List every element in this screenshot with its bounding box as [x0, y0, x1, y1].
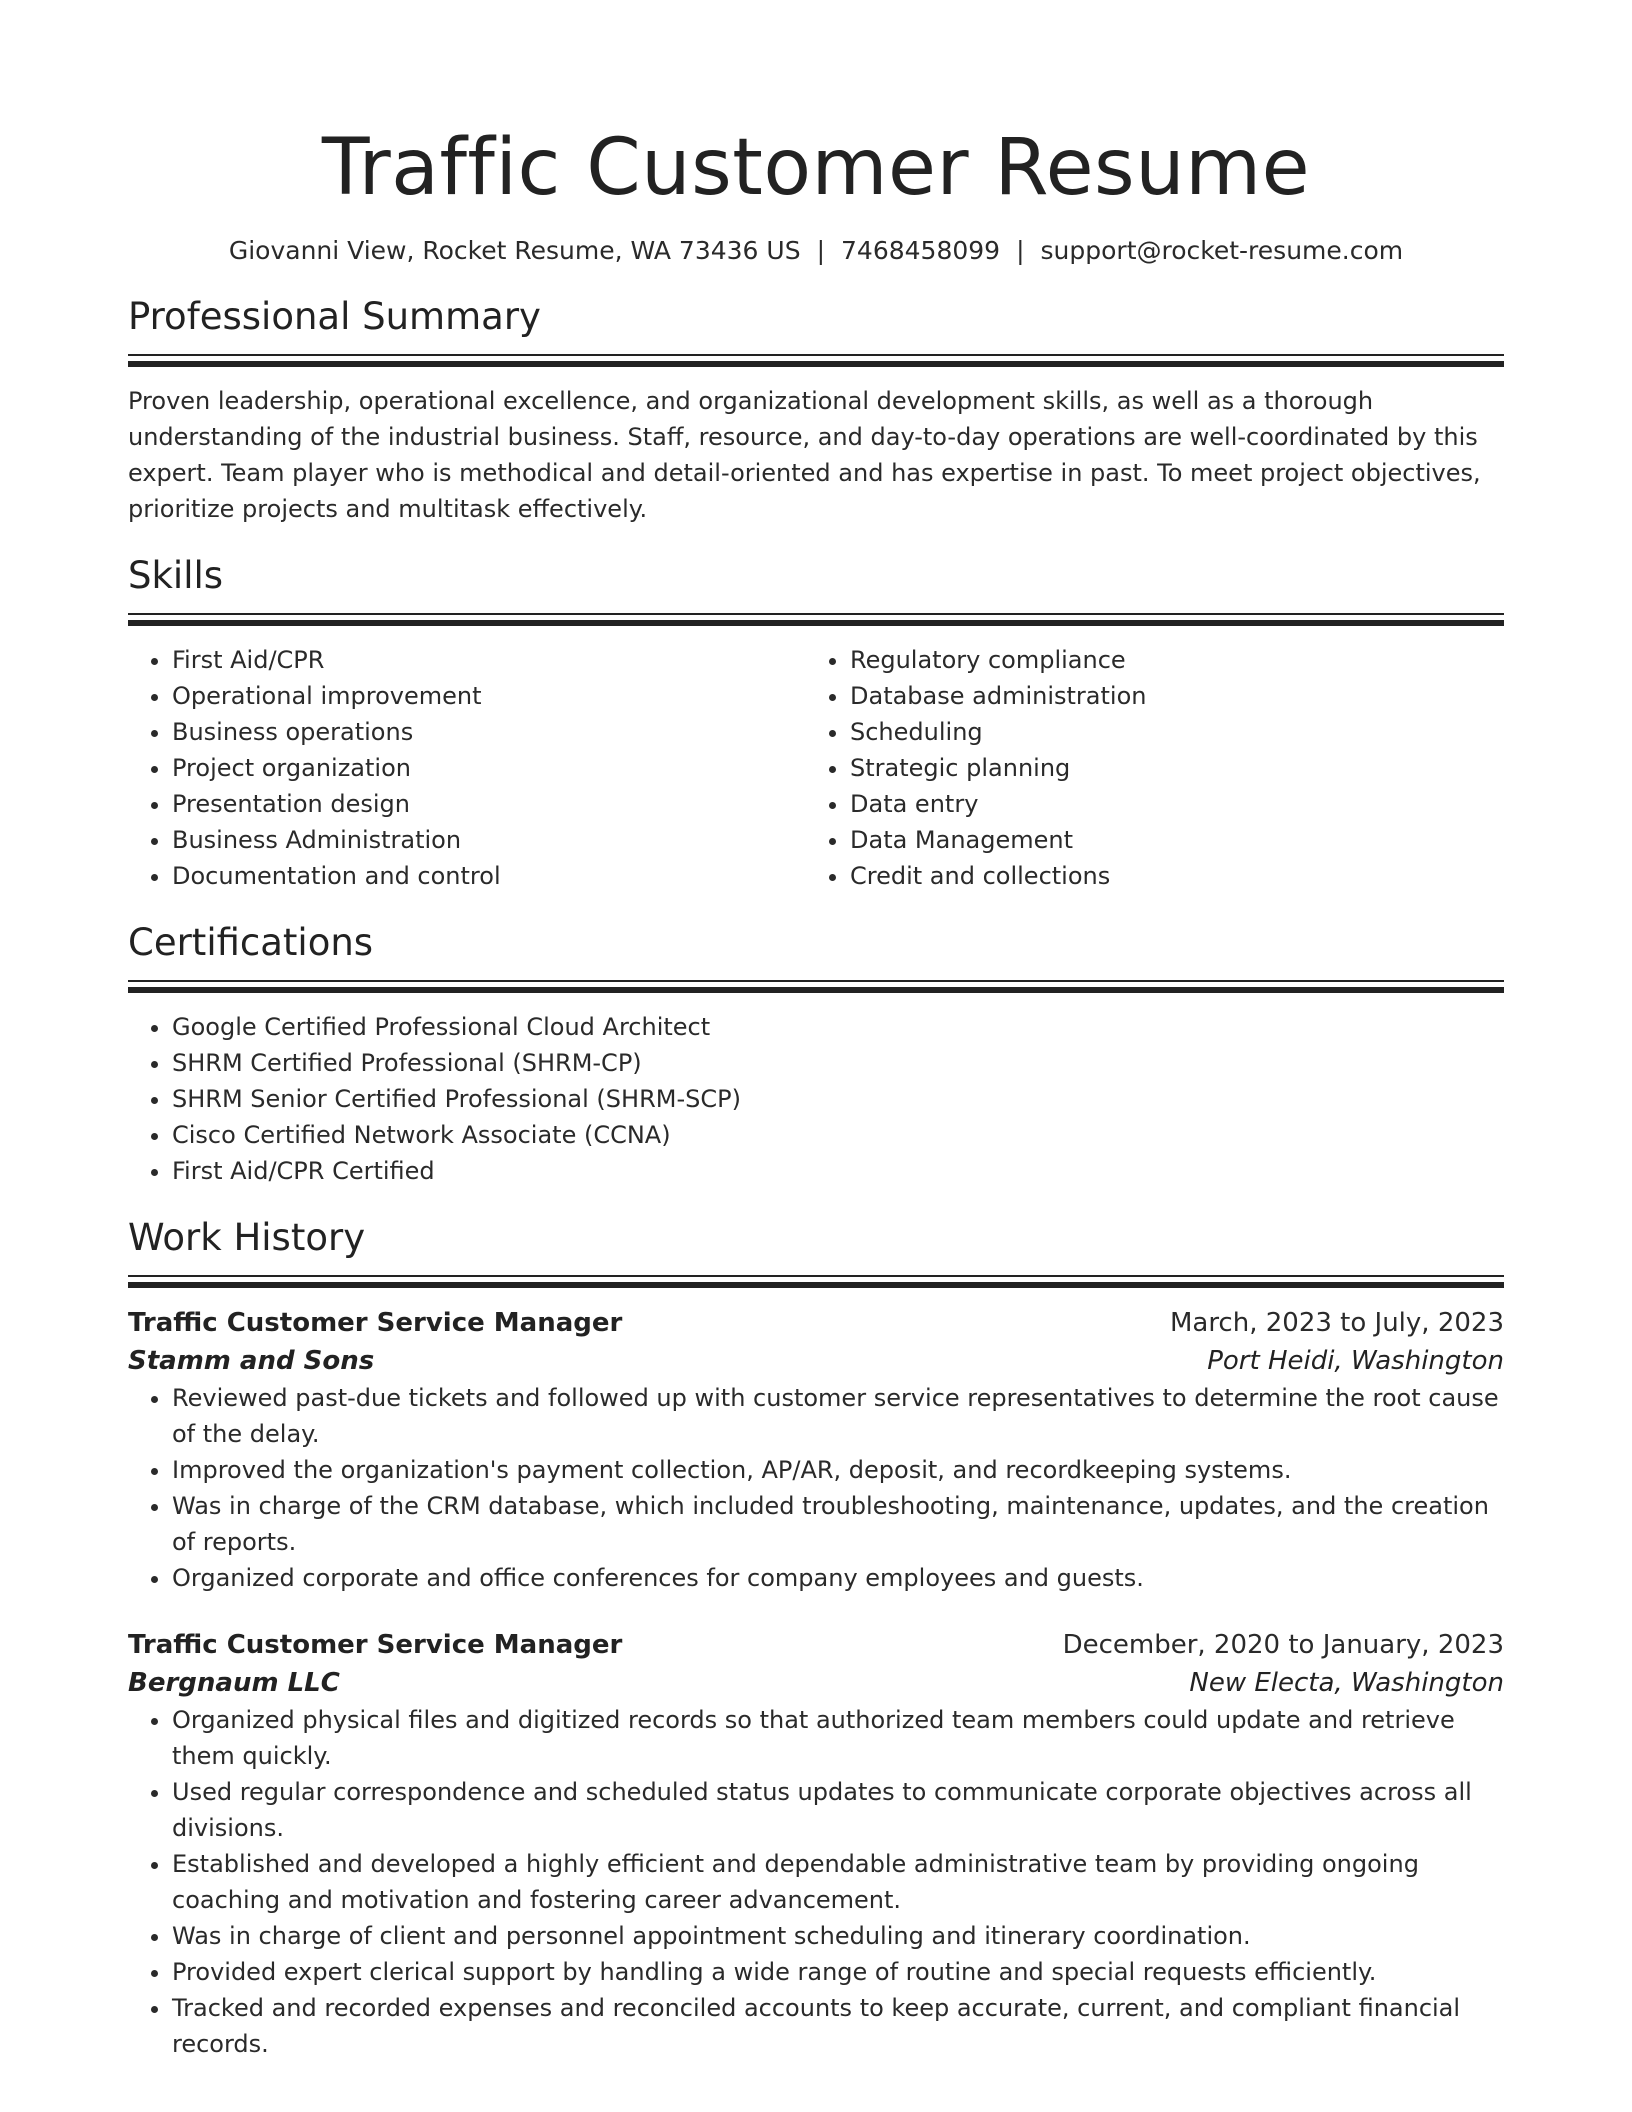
section-title-summary: Professional Summary	[128, 295, 541, 338]
section-divider-thick	[128, 1282, 1504, 1288]
skill-item: • Business operations	[172, 714, 806, 750]
certification-item: • First Aid/CPR Certified	[172, 1153, 1504, 1189]
section-divider	[128, 980, 1504, 982]
skill-item: • First Aid/CPR	[172, 642, 806, 678]
skill-item: • Database administration	[850, 678, 1484, 714]
certifications-section	[128, 920, 1504, 1189]
section-divider-thick	[128, 620, 1504, 626]
job-bullets	[128, 1702, 1504, 2062]
skill-item: • Presentation design	[172, 786, 806, 822]
certification-item: • SHRM Certified Professional (SHRM-CP)	[172, 1045, 1504, 1081]
skill-item: • Operational improvement	[172, 678, 806, 714]
job-location: New Electa, Washington	[1189, 1668, 1504, 1698]
section-title-work-history: Work History	[128, 1216, 366, 1259]
job-bullet: • Provided expert clerical support by handling a wide range of routine and special requests efficiently.	[172, 1954, 1504, 1990]
skills-section	[128, 553, 1504, 894]
job-title: Traffic Customer Service Manager	[128, 1630, 623, 1660]
contact-separator: |	[816, 236, 826, 265]
skills-column-left	[128, 642, 806, 894]
job-location: Port Heidi, Washington	[1207, 1346, 1504, 1376]
skill-item: • Strategic planning	[850, 750, 1484, 786]
section-title-skills: Skills	[128, 554, 224, 597]
skill-item: • Business Administration	[172, 822, 806, 858]
skill-item: • Documentation and control	[172, 858, 806, 894]
section-title-certifications: Certifications	[128, 921, 374, 964]
job-bullet: • Organized physical files and digitized records so that authorized team members could update and retrieve them quickly.	[172, 1702, 1504, 1774]
certification-item: • SHRM Senior Certified Professional (SHRM-SCP)	[172, 1081, 1504, 1117]
skills-columns	[128, 642, 1504, 894]
section-divider-thick	[128, 361, 1504, 367]
job-company: Stamm and Sons	[128, 1346, 375, 1376]
contact-phone: 7468458099	[841, 236, 1001, 265]
section-divider	[128, 354, 1504, 356]
job-entry	[128, 1626, 1504, 2062]
contact-email: support@rocket-resume.com	[1040, 236, 1404, 265]
section-divider	[128, 1275, 1504, 1277]
job-bullets	[128, 1380, 1504, 1596]
job-dates: March, 2023 to July, 2023	[1169, 1308, 1504, 1338]
certifications-list	[128, 1009, 1504, 1189]
skill-item: • Project organization	[172, 750, 806, 786]
job-dates: December, 2020 to January, 2023	[1062, 1630, 1504, 1660]
job-bullet: • Was in charge of client and personnel appointment scheduling and itinerary coordination.	[172, 1918, 1504, 1954]
job-bullet: • Established and developed a highly efficient and dependable administrative team by providing ongoing coaching and motivation and fostering career advancement.	[172, 1846, 1504, 1918]
job-bullet: • Used regular correspondence and scheduled status updates to communicate corporate objectives across all divisions.	[172, 1774, 1504, 1846]
skill-item: • Scheduling	[850, 714, 1484, 750]
resume-page	[128, 0, 1504, 2062]
section-divider-thick	[128, 987, 1504, 993]
job-bullet: • Was in charge of the CRM database, which included troubleshooting, maintenance, updates, and the creation of reports.	[172, 1488, 1504, 1560]
job-bullet: • Organized corporate and office conferences for company employees and guests.	[172, 1560, 1504, 1596]
resume-title: Traffic Customer Resume	[321, 123, 1311, 213]
job-bullet: • Tracked and recorded expenses and reconciled accounts to keep accurate, current, and compliant financial records.	[172, 1990, 1504, 2062]
skill-item: • Data Management	[850, 822, 1484, 858]
work-history-section	[128, 1215, 1504, 2062]
contact-separator: |	[1016, 236, 1025, 265]
certification-item: • Cisco Certified Network Associate (CCNA)	[172, 1117, 1504, 1153]
certification-item: • Google Certified Professional Cloud Architect	[172, 1009, 1504, 1045]
job-bullet: • Reviewed past-due tickets and followed up with customer service representatives to determine the root cause of the delay.	[172, 1380, 1504, 1452]
job-company: Bergnaum LLC	[128, 1668, 340, 1698]
summary-text: Proven leadership, operational excellence, and organizational development skills, as well as a thorough understanding of the industrial business. Staff, resource, and day-to-day operations are well-coordinated by this expert. Team player who is methodical and detail-oriented and has expertise in past. To meet project objectives, prioritize projects and multitask effectively.	[128, 387, 1481, 523]
professional-summary-section	[128, 294, 1504, 527]
skill-item: • Data entry	[850, 786, 1484, 822]
skill-item: • Credit and collections	[850, 858, 1484, 894]
contact-address: Giovanni View, Rocket Resume, WA 73436 US	[228, 236, 801, 265]
contact-line	[128, 234, 1504, 268]
job-entry	[128, 1304, 1504, 1596]
job-title: Traffic Customer Service Manager	[128, 1308, 623, 1338]
job-bullet: • Improved the organization's payment collection, AP/AR, deposit, and recordkeeping systems.	[172, 1452, 1504, 1488]
section-divider	[128, 613, 1504, 615]
skill-item: • Regulatory compliance	[850, 642, 1484, 678]
skills-column-right	[806, 642, 1484, 894]
